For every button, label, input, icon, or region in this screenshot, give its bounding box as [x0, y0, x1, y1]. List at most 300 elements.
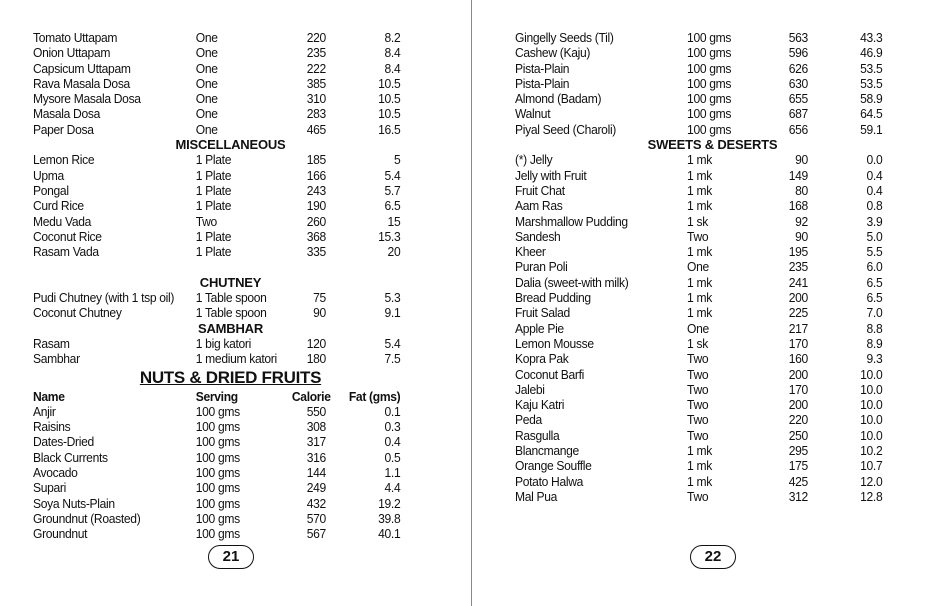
- serving-size: 1 Table spoon: [195, 290, 267, 306]
- calorie-value: 656: [788, 121, 808, 137]
- fat-value: 10.7: [860, 458, 883, 474]
- serving-size: 100 gms: [687, 106, 732, 122]
- table-row: [33, 336, 400, 351]
- serving-size: One: [687, 320, 709, 336]
- fat-value: 0.4: [866, 167, 883, 183]
- food-name: Marshmallow Pudding: [515, 213, 628, 229]
- calorie-value: 626: [788, 60, 808, 76]
- calorie-value: 630: [788, 75, 808, 91]
- calorie-value: 335: [306, 244, 326, 260]
- serving-size: 1 mk: [687, 443, 712, 459]
- calorie-value: 465: [306, 121, 326, 137]
- table-row: [515, 122, 882, 137]
- serving-size: Two: [687, 228, 709, 244]
- fat-value: 0.5: [384, 449, 401, 465]
- table-row: [515, 152, 882, 167]
- fat-value: 0.3: [384, 419, 401, 435]
- table-row: [33, 351, 400, 366]
- serving-size: 1 Plate: [195, 244, 232, 260]
- food-name: Aam Ras: [515, 198, 563, 214]
- fat-value: 9.3: [866, 351, 883, 367]
- page-number-right: 22: [690, 545, 736, 569]
- fat-value: 64.5: [860, 106, 883, 122]
- calorie-value: 168: [788, 198, 808, 214]
- food-name: (*) Jelly: [515, 152, 553, 168]
- serving-size: 1 mk: [687, 198, 712, 214]
- table-group: [33, 152, 428, 259]
- table-row: [515, 45, 882, 60]
- fat-value: 7.0: [866, 305, 883, 321]
- calorie-value: 283: [306, 106, 326, 122]
- calorie-value: 75: [313, 290, 326, 306]
- table-row: [33, 404, 400, 419]
- fat-value: 10.0: [860, 397, 883, 413]
- serving-size: One: [195, 106, 218, 122]
- page-number-left: 21: [208, 545, 254, 569]
- serving-size: 1 mk: [687, 167, 712, 183]
- food-name: Jelly with Fruit: [515, 167, 587, 183]
- serving-size: 100 gms: [195, 403, 240, 419]
- table-row: [33, 91, 400, 106]
- calorie-value: 200: [788, 366, 808, 382]
- fat-value: 40.1: [378, 526, 401, 542]
- header-calorie: Calorie: [291, 388, 331, 404]
- fat-value: 39.8: [378, 510, 401, 526]
- table-row: [33, 526, 400, 541]
- calorie-value: 200: [788, 397, 808, 413]
- table-row: [33, 290, 400, 305]
- table-row: [515, 229, 882, 244]
- calorie-value: 596: [788, 45, 808, 61]
- table-row: [515, 443, 882, 458]
- serving-size: 1 mk: [687, 473, 712, 489]
- fat-value: 4.4: [384, 480, 401, 496]
- food-name: Capsicum Uttapam: [33, 60, 131, 76]
- fat-value: 59.1: [860, 121, 883, 137]
- serving-size: 100 gms: [687, 60, 732, 76]
- calorie-value: 170: [788, 381, 808, 397]
- food-name: Fruit Chat: [515, 182, 565, 198]
- serving-size: One: [195, 91, 218, 107]
- table-row: [33, 30, 400, 45]
- fat-value: 12.0: [860, 473, 883, 489]
- food-name: Sambhar: [33, 351, 80, 367]
- fat-value: 3.9: [866, 213, 883, 229]
- fat-value: 10.5: [378, 75, 401, 91]
- table-group: [33, 404, 428, 542]
- serving-size: Two: [687, 412, 709, 428]
- table-row: [515, 168, 882, 183]
- section-title-chutney: CHUTNEY: [199, 274, 262, 290]
- calorie-value: 180: [306, 351, 326, 367]
- fat-value: 9.1: [384, 305, 401, 321]
- table-row: [515, 290, 882, 305]
- food-name: Rasam: [33, 335, 70, 351]
- food-name: Kheer: [515, 244, 546, 260]
- fat-value: 58.9: [860, 91, 883, 107]
- fat-value: 53.5: [860, 75, 883, 91]
- food-name: Lemon Mousse: [515, 335, 594, 351]
- table-row: [515, 397, 882, 412]
- fat-value: 10.5: [378, 106, 401, 122]
- calorie-value: 241: [788, 274, 808, 290]
- calorie-value: 200: [788, 290, 808, 306]
- serving-size: 1 Plate: [195, 182, 232, 198]
- serving-size: 1 mk: [687, 244, 712, 260]
- serving-size: 100 gms: [195, 510, 240, 526]
- table-row: [515, 474, 882, 489]
- food-name: Pudi Chutney (with 1 tsp oil): [33, 290, 175, 306]
- food-name: Curd Rice: [33, 198, 84, 214]
- table-row: [515, 106, 882, 121]
- food-name: Tomato Uttapam: [33, 30, 118, 45]
- fat-value: 5: [393, 152, 401, 168]
- table-row: [515, 305, 882, 320]
- table-row: [33, 419, 400, 434]
- calorie-value: 175: [788, 458, 808, 474]
- fat-value: 10.5: [378, 91, 401, 107]
- serving-size: 100 gms: [195, 526, 240, 542]
- fat-value: 10.0: [860, 366, 883, 382]
- calorie-value: 250: [788, 427, 808, 443]
- table-group: [33, 336, 428, 367]
- fat-value: 10.0: [860, 381, 883, 397]
- serving-size: 1 sk: [687, 213, 708, 229]
- calorie-value: 308: [306, 419, 326, 435]
- fat-value: 5.5: [866, 244, 883, 260]
- header-serving: Serving: [195, 388, 238, 404]
- fat-value: 0.0: [866, 152, 883, 168]
- calorie-value: 92: [795, 213, 808, 229]
- food-name: Walnut: [515, 106, 551, 122]
- food-name: Bread Pudding: [515, 290, 591, 306]
- food-name: Dates-Dried: [33, 434, 94, 450]
- serving-size: One: [195, 60, 218, 76]
- calorie-value: 687: [788, 106, 808, 122]
- food-name: Coconut Rice: [33, 228, 102, 244]
- food-name: Kaju Katri: [515, 397, 565, 413]
- food-name: Groundnut: [33, 526, 88, 542]
- table-row: [515, 382, 882, 397]
- table-row: [515, 458, 882, 473]
- table-row: [33, 183, 400, 198]
- table-row: [33, 76, 400, 91]
- serving-size: Two: [687, 427, 709, 443]
- serving-size: Two: [687, 366, 709, 382]
- calorie-value: 385: [306, 75, 326, 91]
- calorie-value: 90: [313, 305, 326, 321]
- fat-value: 6.5: [866, 274, 883, 290]
- calorie-value: 249: [306, 480, 326, 496]
- food-name: Groundnut (Roasted): [33, 510, 141, 526]
- table-row: [33, 305, 400, 320]
- food-name: Blancmange: [515, 443, 579, 459]
- calorie-value: 260: [306, 213, 326, 229]
- serving-size: 1 Plate: [195, 228, 232, 244]
- calorie-value: 310: [306, 91, 326, 107]
- table-row: [515, 428, 882, 443]
- food-name: Mal Pua: [515, 488, 558, 504]
- calorie-value: 295: [788, 443, 808, 459]
- fat-value: 19.2: [378, 495, 401, 511]
- calorie-value: 185: [306, 152, 326, 168]
- food-name: Orange Souffle: [515, 458, 592, 474]
- column-header-row: [33, 389, 400, 404]
- section-title-sweets: SWEETS & DESERTS: [647, 137, 778, 153]
- calorie-value: 563: [788, 30, 808, 45]
- serving-size: Two: [687, 351, 709, 367]
- fat-value: 8.4: [384, 45, 401, 61]
- fat-value: 6.5: [384, 198, 401, 214]
- serving-size: 100 gms: [195, 480, 240, 496]
- calorie-value: 80: [795, 182, 808, 198]
- table-row: [33, 480, 400, 495]
- food-name: Avocado: [33, 465, 78, 481]
- fat-value: 8.8: [866, 320, 883, 336]
- section-title-miscellaneous: MISCELLANEOUS: [175, 137, 286, 153]
- table-row: [33, 496, 400, 511]
- table-group: [515, 152, 910, 504]
- serving-size: 100 gms: [687, 75, 732, 91]
- fat-value: 5.4: [384, 167, 401, 183]
- table-row: [33, 450, 400, 465]
- serving-size: Two: [687, 381, 709, 397]
- food-name: Jalebi: [515, 381, 545, 397]
- calorie-value: 120: [306, 335, 326, 351]
- calorie-value: 316: [306, 449, 326, 465]
- serving-size: 1 Plate: [195, 167, 232, 183]
- fat-value: 15.3: [378, 228, 401, 244]
- serving-size: 1 mk: [687, 274, 712, 290]
- table-row: [33, 465, 400, 480]
- fat-value: 0.8: [866, 198, 883, 214]
- serving-size: 100 gms: [195, 434, 240, 450]
- table-row: [515, 336, 882, 351]
- fat-value: 8.2: [384, 30, 401, 45]
- table-row: [33, 61, 400, 76]
- left-page: [33, 30, 428, 542]
- serving-size: One: [195, 121, 218, 137]
- food-name: Paper Dosa: [33, 121, 94, 137]
- fat-value: 10.2: [860, 443, 883, 459]
- calorie-value: 425: [788, 473, 808, 489]
- calorie-value: 144: [306, 465, 326, 481]
- table-row: [515, 321, 882, 336]
- food-name: Black Currents: [33, 449, 108, 465]
- table-row: [33, 152, 400, 167]
- fat-value: 5.4: [384, 335, 401, 351]
- food-name: Almond (Badam): [515, 91, 602, 107]
- food-name: Gingelly Seeds (Til): [515, 30, 614, 45]
- fat-value: 15: [387, 213, 401, 229]
- table-row: [515, 367, 882, 382]
- serving-size: 1 big katori: [195, 335, 251, 351]
- food-name: Supari: [33, 480, 67, 496]
- fat-value: 6.5: [866, 290, 883, 306]
- serving-size: 1 mk: [687, 290, 712, 306]
- food-name: Pista-Plain: [515, 60, 570, 76]
- food-name: Onion Uttapam: [33, 45, 111, 61]
- food-name: Anjir: [33, 403, 56, 419]
- serving-size: 1 mk: [687, 458, 712, 474]
- calorie-value: 170: [788, 335, 808, 351]
- food-name: Rava Masala Dosa: [33, 75, 130, 91]
- header-fat: Fat (gms): [348, 388, 401, 404]
- spacer: [33, 259, 428, 274]
- fat-value: 20: [387, 244, 401, 260]
- table-row: [515, 30, 882, 45]
- calorie-value: 243: [306, 182, 326, 198]
- food-name: Cashew (Kaju): [515, 45, 591, 61]
- table-row: [515, 412, 882, 427]
- table-group: [515, 30, 910, 137]
- calorie-value: 550: [306, 403, 326, 419]
- table-row: [515, 244, 882, 259]
- calorie-value: 166: [306, 167, 326, 183]
- header-name: Name: [33, 388, 65, 404]
- table-row: [515, 76, 882, 91]
- book-spine: [471, 0, 472, 606]
- table-row: [33, 168, 400, 183]
- calorie-value: 220: [306, 30, 326, 45]
- serving-size: One: [195, 75, 218, 91]
- serving-size: 1 mk: [687, 152, 712, 168]
- food-name: Potato Halwa: [515, 473, 584, 489]
- serving-size: 100 gms: [195, 495, 240, 511]
- table-row: [33, 229, 400, 244]
- serving-size: 1 medium katori: [195, 351, 277, 367]
- food-name: Raisins: [33, 419, 71, 435]
- calorie-value: 220: [788, 412, 808, 428]
- food-name: Rasgulla: [515, 427, 560, 443]
- fat-value: 10.0: [860, 412, 883, 428]
- food-name: Medu Vada: [33, 213, 92, 229]
- serving-size: 1 mk: [687, 182, 712, 198]
- calorie-value: 149: [788, 167, 808, 183]
- food-name: Piyal Seed (Charoli): [515, 121, 617, 137]
- calorie-value: 225: [788, 305, 808, 321]
- table-group: [33, 30, 428, 137]
- calorie-value: 235: [788, 259, 808, 275]
- section-title-sambhar: SAMBHAR: [197, 320, 264, 336]
- fat-value: 0.4: [866, 182, 883, 198]
- food-name: Peda: [515, 412, 542, 428]
- table-row: [515, 489, 882, 504]
- serving-size: One: [687, 259, 709, 275]
- fat-value: 5.0: [866, 228, 883, 244]
- fat-value: 46.9: [860, 45, 883, 61]
- table-row: [515, 275, 882, 290]
- fat-value: 8.4: [384, 60, 401, 76]
- food-name: Fruit Salad: [515, 305, 570, 321]
- fat-value: 16.5: [378, 121, 401, 137]
- table-row: [33, 198, 400, 213]
- serving-size: 1 Plate: [195, 152, 232, 168]
- food-name: Puran Poli: [515, 259, 568, 275]
- food-name: Pongal: [33, 182, 69, 198]
- fat-value: 5.7: [384, 182, 401, 198]
- serving-size: Two: [195, 213, 217, 229]
- table-row: [515, 198, 882, 213]
- fat-value: 43.3: [860, 30, 883, 45]
- fat-value: 12.8: [860, 488, 883, 504]
- fat-value: 0.4: [384, 434, 401, 450]
- serving-size: 100 gms: [687, 45, 732, 61]
- calorie-value: 567: [306, 526, 326, 542]
- calorie-value: 368: [306, 228, 326, 244]
- table-row: [515, 61, 882, 76]
- serving-size: Two: [687, 397, 709, 413]
- calorie-value: 222: [306, 60, 326, 76]
- calorie-value: 190: [306, 198, 326, 214]
- calorie-value: 90: [795, 152, 808, 168]
- serving-size: 1 Plate: [195, 198, 232, 214]
- table-row: [33, 106, 400, 121]
- table-row: [515, 351, 882, 366]
- fat-value: 5.3: [384, 290, 401, 306]
- serving-size: 1 Table spoon: [195, 305, 267, 321]
- calorie-value: 655: [788, 91, 808, 107]
- serving-size: 100 gms: [195, 419, 240, 435]
- table-row: [33, 45, 400, 60]
- food-name: Lemon Rice: [33, 152, 95, 168]
- serving-size: 100 gms: [687, 91, 732, 107]
- food-name: Mysore Masala Dosa: [33, 91, 141, 107]
- calorie-value: 235: [306, 45, 326, 61]
- serving-size: 1 mk: [687, 305, 712, 321]
- right-page: [515, 30, 910, 504]
- food-name: Upma: [33, 167, 64, 183]
- calorie-value: 90: [795, 228, 808, 244]
- food-name: Apple Pie: [515, 320, 564, 336]
- calorie-value: 432: [306, 495, 326, 511]
- table-row: [515, 91, 882, 106]
- food-name: Dalia (sweet-with milk): [515, 274, 629, 290]
- table-row: [515, 183, 882, 198]
- calorie-value: 570: [306, 510, 326, 526]
- food-name: Pista-Plain: [515, 75, 570, 91]
- section-title-nuts: NUTS & DRIED FRUITS: [139, 367, 322, 387]
- fat-value: 53.5: [860, 60, 883, 76]
- serving-size: 100 gms: [195, 449, 240, 465]
- food-name: Kopra Pak: [515, 351, 569, 367]
- fat-value: 7.5: [384, 351, 401, 367]
- fat-value: 8.9: [866, 335, 883, 351]
- calorie-value: 317: [306, 434, 326, 450]
- table-row: [33, 214, 400, 229]
- food-name: Sandesh: [515, 228, 561, 244]
- table-row: [515, 259, 882, 274]
- fat-value: 6.0: [866, 259, 883, 275]
- calorie-value: 160: [788, 351, 808, 367]
- table-row: [515, 214, 882, 229]
- table-row: [33, 122, 400, 137]
- fat-value: 10.0: [860, 427, 883, 443]
- serving-size: One: [195, 45, 218, 61]
- food-name: Rasam Vada: [33, 244, 99, 260]
- fat-value: 1.1: [384, 465, 401, 481]
- calorie-value: 217: [788, 320, 808, 336]
- serving-size: 100 gms: [687, 121, 732, 137]
- table-group: [33, 290, 428, 321]
- table-row: [33, 434, 400, 449]
- serving-size: One: [195, 30, 218, 45]
- table-row: [33, 511, 400, 526]
- serving-size: 100 gms: [687, 30, 732, 45]
- serving-size: 1 sk: [687, 335, 708, 351]
- fat-value: 0.1: [384, 403, 401, 419]
- serving-size: Two: [687, 488, 709, 504]
